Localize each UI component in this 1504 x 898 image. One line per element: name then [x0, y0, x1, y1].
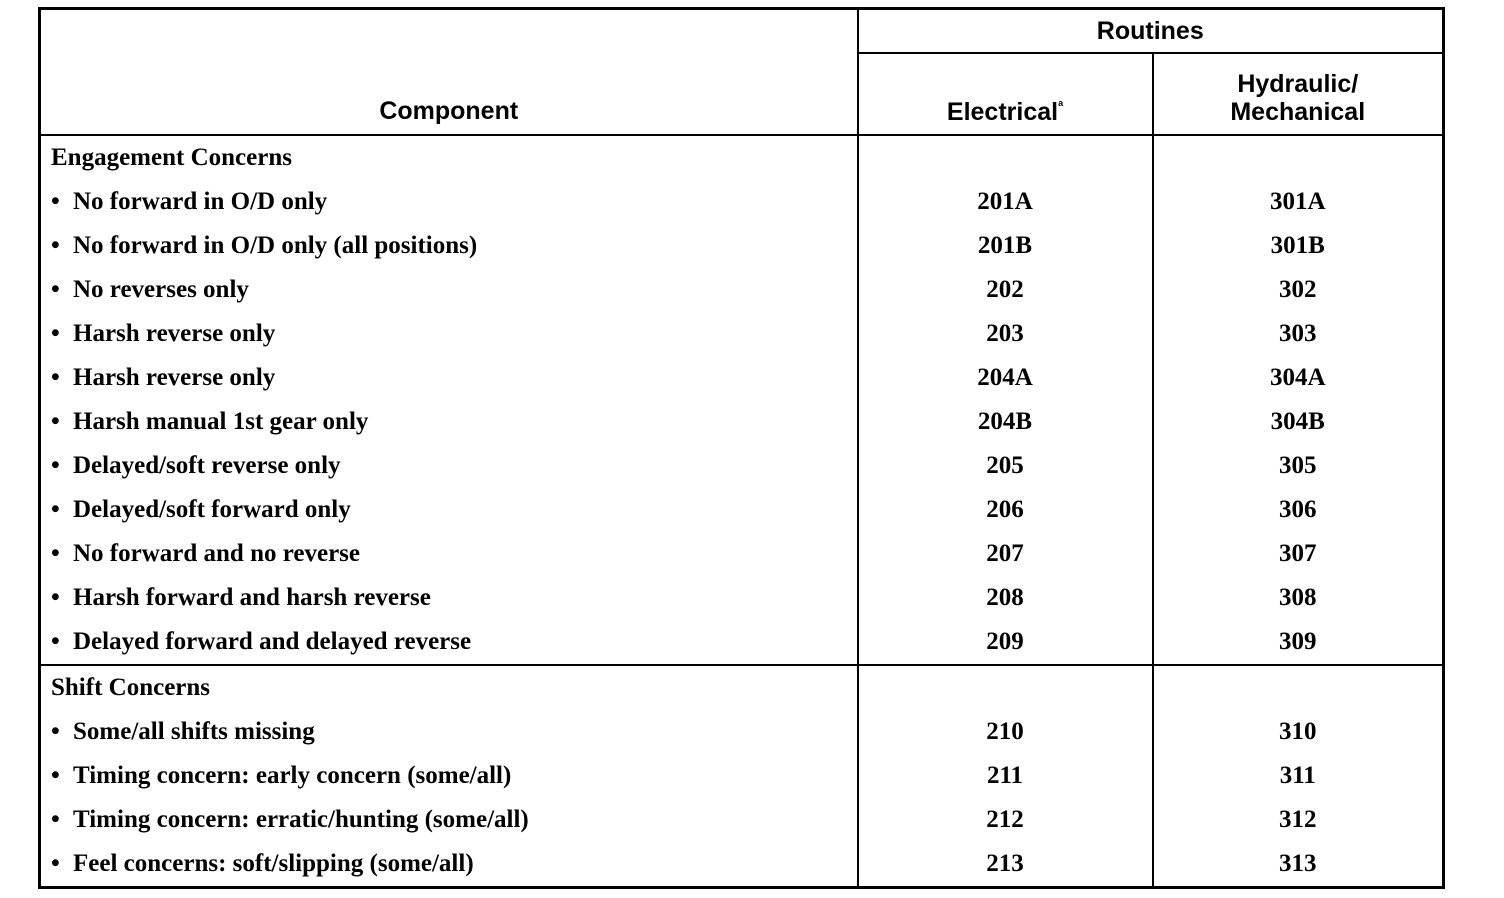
table-row: [40, 268, 1444, 312]
electrical-routine-cell: 211: [858, 754, 1153, 798]
hydraulic-routine-cell: 304B: [1153, 400, 1444, 444]
hydraulic-routine-cell: 303: [1153, 312, 1444, 356]
electrical-routine-cell: 204A: [858, 356, 1153, 400]
hydraulic-mechanical-header: Hydraulic/ Mechanical: [1153, 53, 1444, 135]
electrical-routine-cell: 203: [858, 312, 1153, 356]
component-label: Delayed/soft forward only: [73, 496, 351, 523]
section-header-row: [40, 135, 1444, 180]
hydraulic-routine-cell: 301A: [1153, 180, 1444, 224]
table-row: [40, 444, 1444, 488]
bullet-icon: •: [51, 364, 60, 391]
table-row: [40, 798, 1444, 842]
hydraulic-routine-cell: 304A: [1153, 356, 1444, 400]
component-label: No forward in O/D only: [73, 188, 328, 215]
hydraulic-routine-cell: 309: [1153, 620, 1444, 665]
hydraulic-routine-cell: 301B: [1153, 224, 1444, 268]
electrical-routine-cell: 212: [858, 798, 1153, 842]
bullet-icon: •: [51, 320, 60, 347]
component-header: Component: [40, 9, 858, 136]
component-cell: [40, 312, 858, 356]
component-cell: [40, 400, 858, 444]
hydraulic-routine-cell: 302: [1153, 268, 1444, 312]
electrical-routine-cell: 209: [858, 620, 1153, 665]
component-cell: [40, 710, 858, 754]
table-row: [40, 710, 1444, 754]
electrical-routine-cell: 213: [858, 842, 1153, 888]
component-label: Harsh reverse only: [73, 320, 276, 347]
table-row: [40, 224, 1444, 268]
table-row: [40, 842, 1444, 888]
hydraulic-routine-cell: 310: [1153, 710, 1444, 754]
section-title: Engagement Concerns: [40, 135, 858, 180]
table-body: [40, 135, 1444, 888]
bullet-icon: •: [51, 806, 60, 833]
component-label: Delayed/soft reverse only: [73, 452, 341, 479]
electrical-routine-cell: 208: [858, 576, 1153, 620]
component-label: No forward and no reverse: [73, 540, 360, 567]
hydraulic-routine-cell: 305: [1153, 444, 1444, 488]
bullet-icon: •: [51, 452, 60, 479]
bullet-icon: •: [51, 718, 60, 745]
component-cell: [40, 488, 858, 532]
section-header-row: [40, 665, 1444, 710]
table-row: [40, 312, 1444, 356]
component-cell: [40, 798, 858, 842]
component-label: Feel concerns: soft/slipping (some/all): [73, 850, 474, 877]
hydraulic-routine-cell: 308: [1153, 576, 1444, 620]
component-cell: [40, 532, 858, 576]
electrical-routine-cell: 201A: [858, 180, 1153, 224]
component-label: Harsh reverse only: [73, 364, 276, 391]
electrical-routine-cell: 204B: [858, 400, 1153, 444]
bullet-icon: •: [51, 276, 60, 303]
table-row: [40, 532, 1444, 576]
electrical-routine-cell: 207: [858, 532, 1153, 576]
component-label: Some/all shifts missing: [73, 718, 315, 745]
table-row: [40, 180, 1444, 224]
bullet-icon: •: [51, 188, 60, 215]
bullet-icon: •: [51, 408, 60, 435]
component-label: Timing concern: erratic/hunting (some/all): [73, 806, 529, 833]
bullet-icon: •: [51, 584, 60, 611]
component-cell: [40, 180, 858, 224]
component-cell: [40, 444, 858, 488]
component-label: No forward in O/D only (all positions): [73, 232, 478, 259]
component-cell: [40, 356, 858, 400]
component-label: Harsh manual 1st gear only: [73, 408, 369, 435]
hydraulic-routine-cell: 307: [1153, 532, 1444, 576]
bullet-icon: •: [51, 496, 60, 523]
hydraulic-routine-cell: 306: [1153, 488, 1444, 532]
hydraulic-routine-cell: 313: [1153, 842, 1444, 888]
empty-cell: [1153, 135, 1444, 180]
electrical-routine-cell: 210: [858, 710, 1153, 754]
routines-table: [38, 7, 1445, 889]
hydraulic-routine-cell: 311: [1153, 754, 1444, 798]
component-label: Timing concern: early concern (some/all): [73, 762, 512, 789]
component-label: Harsh forward and harsh reverse: [73, 584, 431, 611]
table-row: [40, 620, 1444, 665]
component-cell: [40, 620, 858, 665]
component-cell: [40, 842, 858, 888]
component-cell: [40, 224, 858, 268]
hydraulic-routine-cell: 312: [1153, 798, 1444, 842]
table-row: [40, 576, 1444, 620]
bullet-icon: •: [51, 850, 60, 877]
electrical-header: Electrical$^a$: [858, 53, 1153, 135]
component-cell: [40, 754, 858, 798]
empty-cell: [858, 665, 1153, 710]
section-title: Shift Concerns: [40, 665, 858, 710]
bullet-icon: •: [51, 232, 60, 259]
empty-cell: [858, 135, 1153, 180]
component-label: No reverses only: [73, 276, 249, 303]
electrical-footnote-marker: a: [1058, 98, 1064, 108]
table-row: [40, 488, 1444, 532]
bullet-icon: •: [51, 762, 60, 789]
electrical-routine-cell: 206: [858, 488, 1153, 532]
component-cell: [40, 268, 858, 312]
routines-header: Routines: [858, 9, 1444, 54]
table-row: [40, 356, 1444, 400]
bullet-icon: •: [51, 540, 60, 567]
bullet-icon: •: [51, 628, 60, 655]
table-row: [40, 400, 1444, 444]
electrical-routine-cell: 205: [858, 444, 1153, 488]
electrical-routine-cell: 201B: [858, 224, 1153, 268]
empty-cell: [1153, 665, 1444, 710]
component-cell: [40, 576, 858, 620]
component-label: Delayed forward and delayed reverse: [73, 628, 472, 655]
electrical-routine-cell: 202: [858, 268, 1153, 312]
table-row: [40, 754, 1444, 798]
